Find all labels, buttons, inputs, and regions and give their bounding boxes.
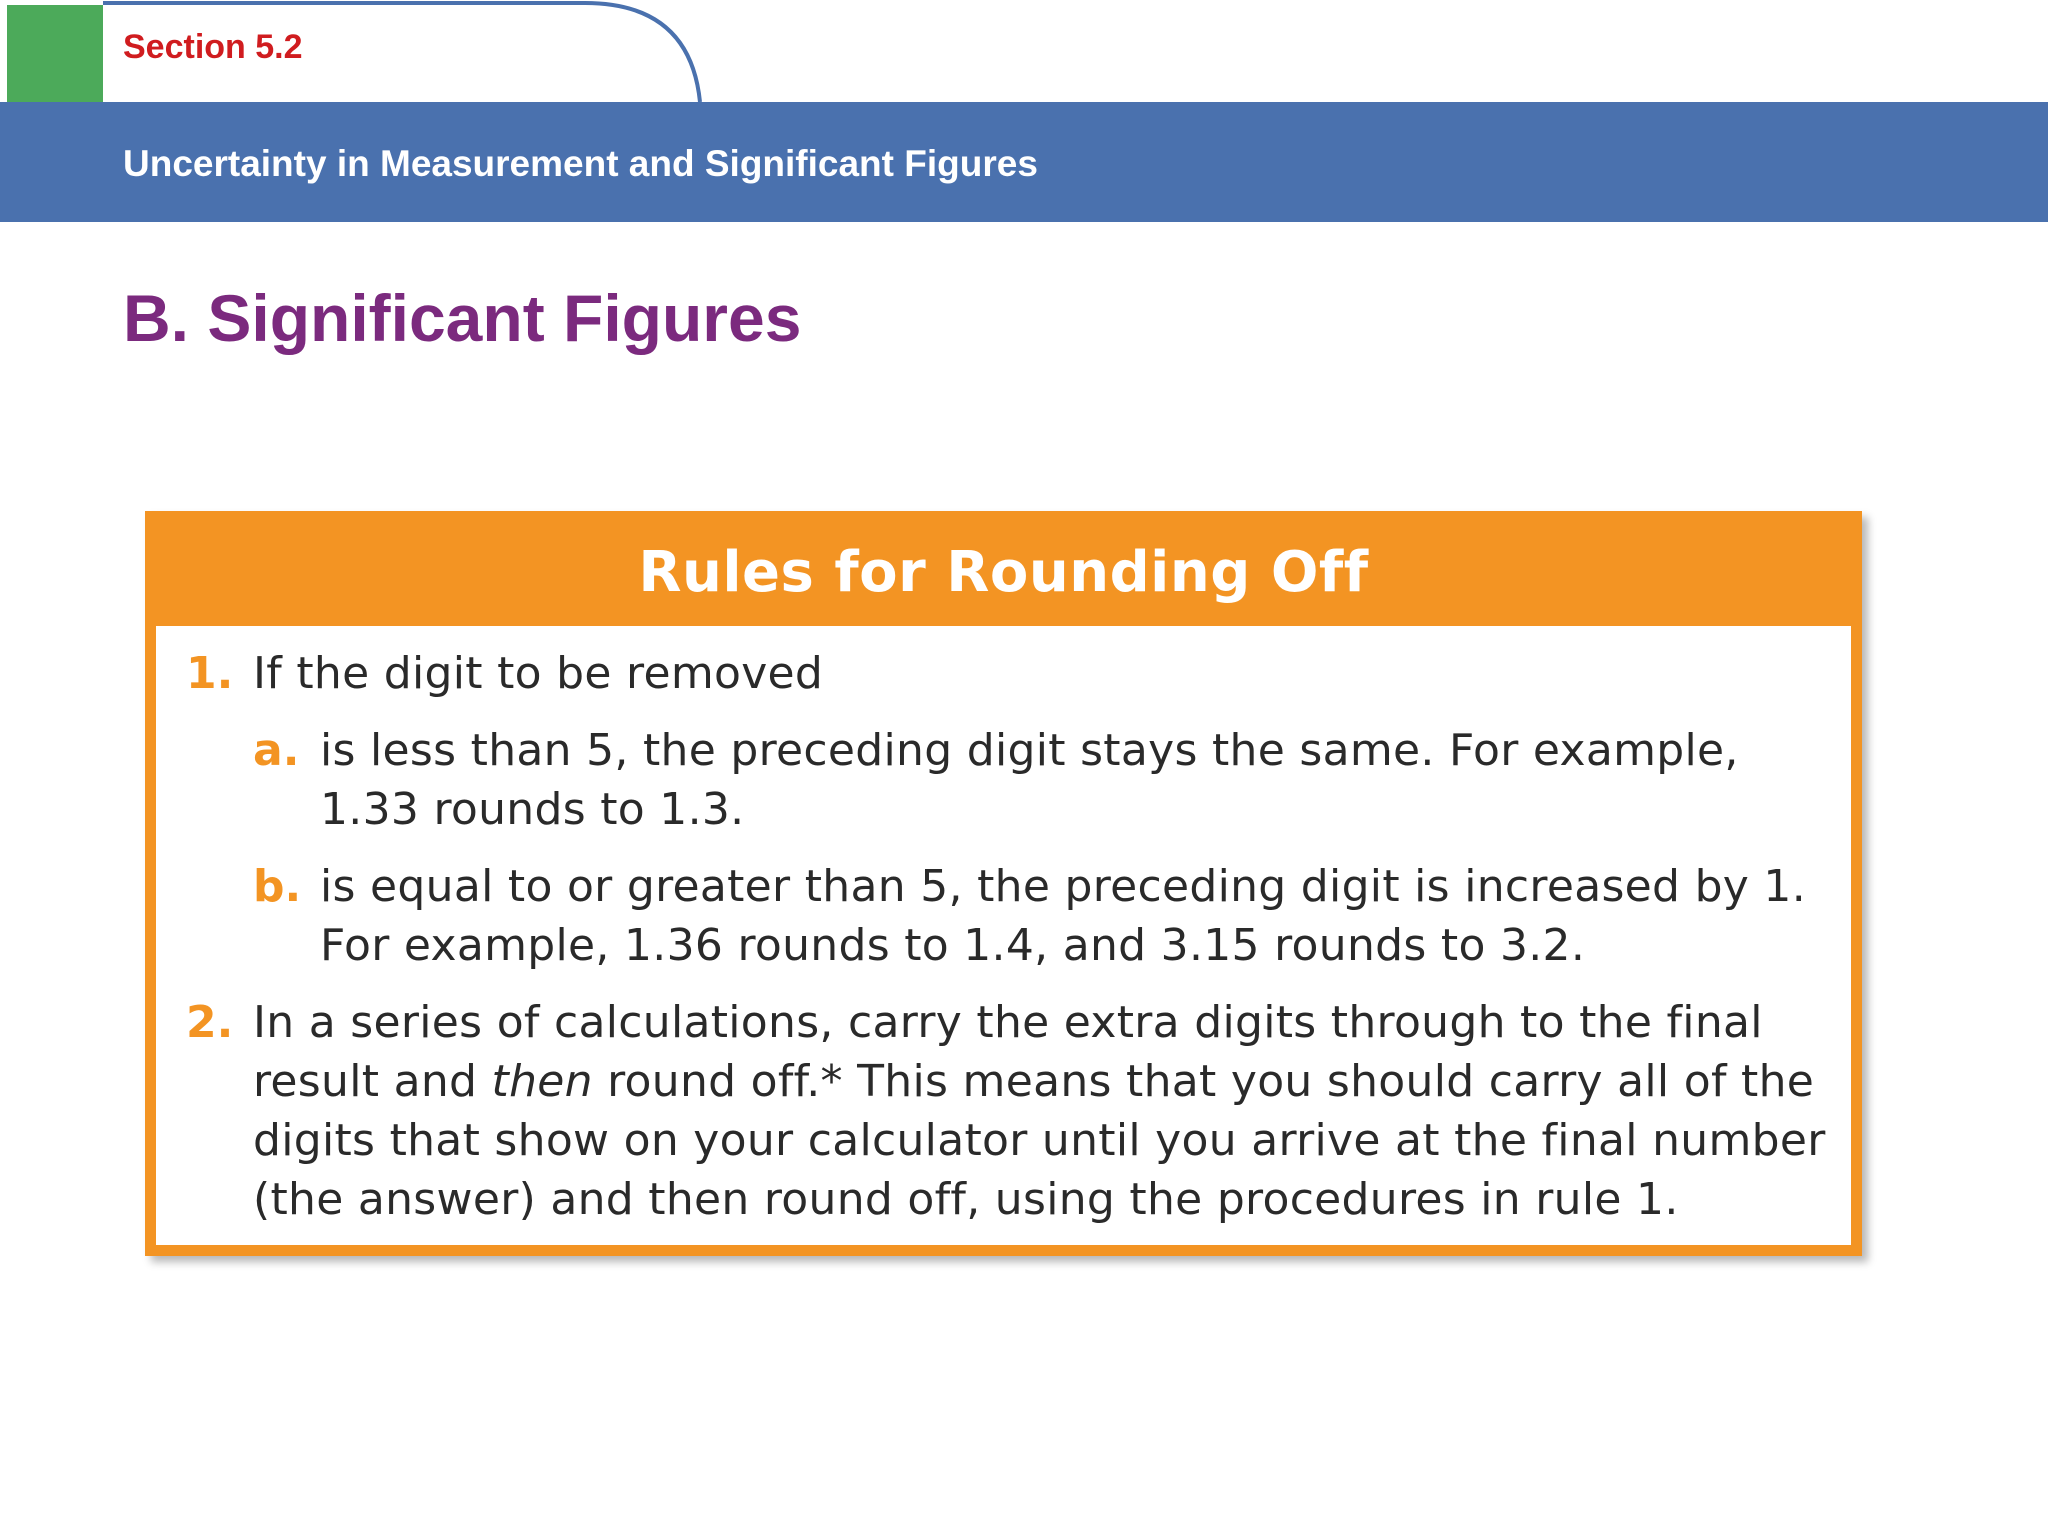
rule-2-line-2 [253, 1052, 1814, 1111]
rule-1-number: 1. [186, 648, 234, 699]
rule-2-emphasis: then [491, 1056, 593, 1107]
rule-2-number: 2. [186, 997, 234, 1048]
rule-1b-letter: b. [253, 861, 302, 912]
rule-1-text: If the digit to be removed [253, 648, 824, 699]
rule-2-line-3: digits that show on your calculator until you arrive at the final number [253, 1115, 1826, 1166]
section-title: Uncertainty in Measurement and Significant Figures [123, 143, 1038, 184]
rule-1b-line-2: For example, 1.36 rounds to 1.4, and 3.15 rounds to 3.2. [320, 920, 1586, 971]
rule-2-line-4: (the answer) and then round off, using the procedures in rule 1. [253, 1174, 1679, 1225]
section-tab-shape [0, 0, 720, 104]
rule-1b-line-1: is equal to or greater than 5, the preceding digit is increased by 1. [320, 861, 1806, 912]
slide-title: B. Significant Figures [123, 281, 802, 355]
rule-2-line-1: In a series of calculations, carry the extra digits through to the final [253, 997, 1763, 1048]
rule-2-line-2-start: result and [253, 1056, 492, 1107]
section-label: Section 5.2 [123, 28, 303, 66]
rule-1a-line-2: 1.33 rounds to 1.3. [320, 784, 745, 835]
rule-1a-line-1: is less than 5, the preceding digit stays the same. For example, [320, 725, 1739, 776]
section-color-block [7, 5, 103, 102]
rule-2-line-2-end: round off.* This means that you should carry all of the [592, 1056, 1815, 1107]
rules-box-header [156, 522, 1851, 626]
slide-header [0, 0, 2048, 222]
rule-1a-letter: a. [253, 725, 300, 776]
rules-box [145, 511, 1862, 1256]
rules-box-title: Rules for Rounding Off [638, 540, 1369, 605]
